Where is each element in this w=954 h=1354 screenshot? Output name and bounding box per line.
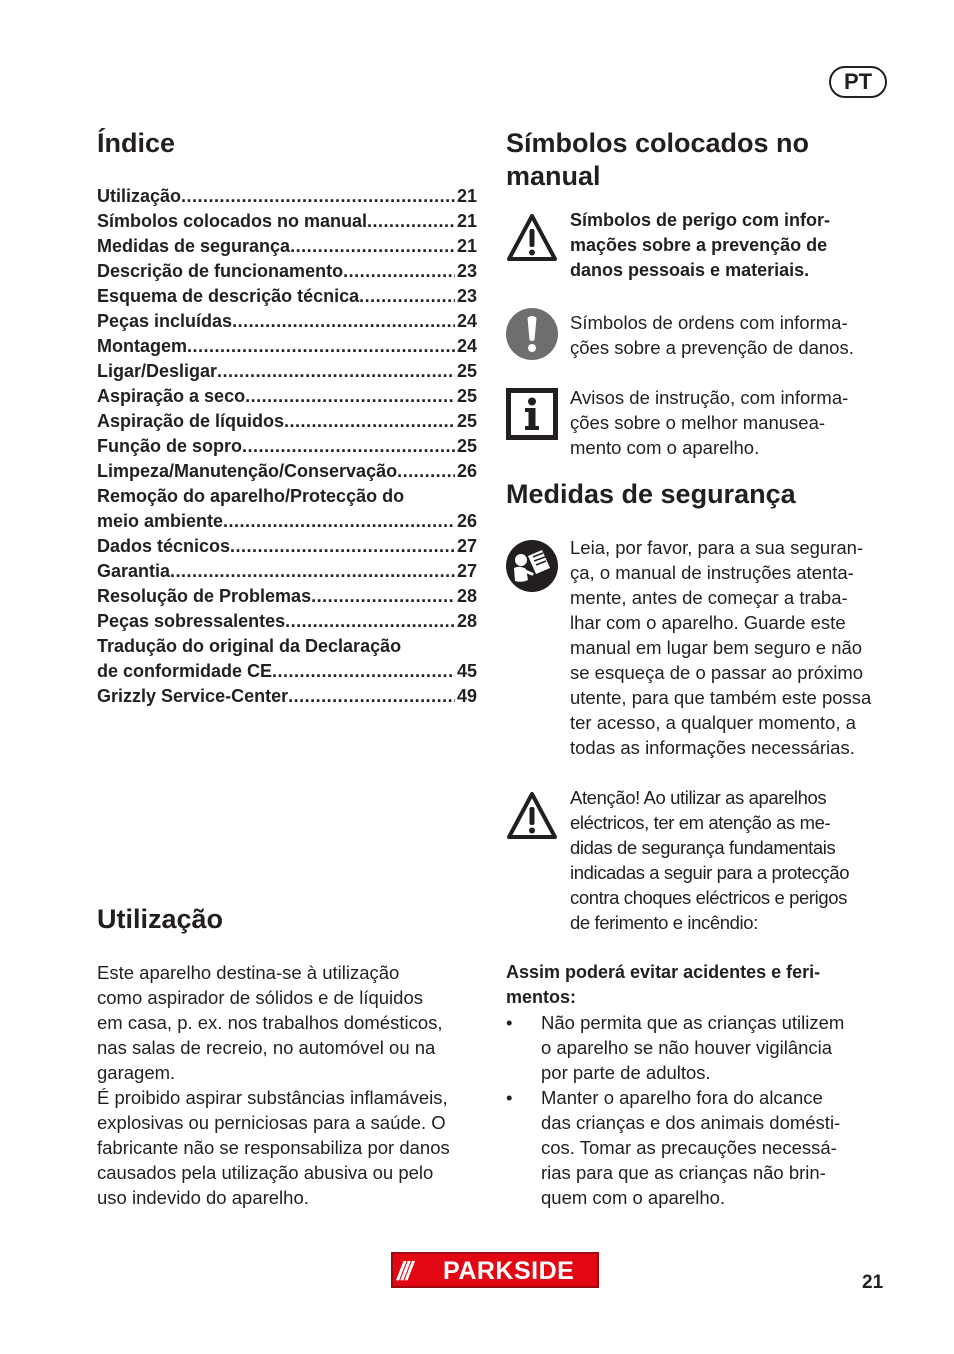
warning-triangle-icon xyxy=(506,212,558,264)
toc-entry[interactable]: meio ambiente ..... 26 xyxy=(97,509,477,534)
toc-entry[interactable]: de conformidade CE ..... 45 xyxy=(97,659,477,684)
avoid-accidents-heading: Assim poderá evitar acidentes e feri- mentos: xyxy=(506,962,821,1007)
symbol-desc-danger: Símbolos de perigo com infor- mações sobre a prevenção de danos pessoais e materiais. xyxy=(570,210,831,280)
safety-title: Medidas de segurança xyxy=(506,479,796,509)
safety-bullet-list xyxy=(506,1010,896,1210)
table-of-contents xyxy=(97,184,477,709)
info-box-icon xyxy=(506,388,558,440)
list-item: • Manter o aparelho fora do alcance das crianças e dos animais domésti- cos. Tomar as precauções necessá- rias para que as crianças não brin- quem com o aparelho. xyxy=(506,1085,896,1210)
toc-entry[interactable]: Garantia ..... 27 xyxy=(97,559,477,584)
symbol-desc-instructions: Avisos de instrução, com informa- ções sobre o melhor manusea- mento com o aparelho. xyxy=(570,387,849,458)
warning-triangle-icon xyxy=(506,790,558,842)
toc-entry-line1[interactable]: Tradução do original da Declaração xyxy=(97,636,402,656)
utilizacao-body xyxy=(97,960,487,1210)
toc-entry[interactable]: Limpeza/Manutenção/Conservação ..... 26 xyxy=(97,459,477,484)
toc-entry[interactable]: Aspiração a seco ..... 25 xyxy=(97,384,477,409)
toc-entry[interactable]: Dados técnicos ..... 27 xyxy=(97,534,477,559)
page-number: 21 xyxy=(862,1272,884,1293)
read-manual-text: Leia, por favor, para a sua seguran- ça, o manual de instruções atenta- mente, antes de começar a traba- lhar com o aparelho. Guarde este manual em lugar bem seguro e não se esqueça de o passar ao próximo utente, para que também este possa ter acesso, a qualquer momento, a todas as informações necessárias. xyxy=(570,537,872,758)
toc-entry[interactable]: Medidas de segurança ..... 21 xyxy=(97,234,477,259)
body-line: garagem. xyxy=(97,1062,176,1083)
symbol-desc-orders: Símbolos de ordens com informa- ções sobre a prevenção de danos. xyxy=(570,312,854,358)
index-title: Índice xyxy=(97,128,176,158)
symbols-title: Símbolos colocados no manual xyxy=(506,128,810,191)
body-line: em casa, p. ex. nos trabalhos domésticos, xyxy=(97,1012,443,1033)
toc-entry[interactable]: Aspiração de líquidos ..... 25 xyxy=(97,409,477,434)
toc-entry[interactable]: Símbolos colocados no manual ..... 21 xyxy=(97,209,477,234)
toc-entry[interactable]: Resolução de Problemas ..... 28 xyxy=(97,584,477,609)
body-line: É proibido aspirar substâncias inflamáveis, xyxy=(97,1087,448,1108)
body-line: Este aparelho destina-se à utilização xyxy=(97,962,400,983)
body-line: uso indevido do aparelho. xyxy=(97,1187,309,1208)
attention-text: Atenção! Ao utilizar as aparelhos eléctricos, ter em atenção as me- didas de segurança fundamentais indicadas a seguir para a protecção contra choques eléctricos e perigos de ferimento e incêndio: xyxy=(570,787,850,933)
utilizacao-title: Utilização xyxy=(97,904,224,934)
toc-entry[interactable]: Utilização ..... 21 xyxy=(97,184,477,209)
body-line: explosivas ou perniciosas para a saúde. O xyxy=(97,1112,446,1133)
body-line: nas salas de recreio, no automóvel ou na xyxy=(97,1037,436,1058)
toc-entry[interactable]: Esquema de descrição técnica ..... 23 xyxy=(97,284,477,309)
toc-entry[interactable]: Peças sobressalentes ..... 28 xyxy=(97,609,477,634)
body-line: causados pela utilização abusiva ou pelo xyxy=(97,1162,434,1183)
read-manual-icon xyxy=(506,540,558,592)
toc-entry-line1[interactable]: Remoção do aparelho/Protecção do xyxy=(97,486,405,506)
body-line: fabricante não se responsabiliza por danos xyxy=(97,1137,450,1158)
list-item: • Não permita que as crianças utilizem o aparelho se não houver vigilância por parte de adultos. xyxy=(506,1010,896,1085)
parkside-logo: /// PARKSIDE xyxy=(391,1252,599,1288)
toc-entry[interactable]: Ligar/Desligar ..... 25 xyxy=(97,359,477,384)
toc-entry[interactable]: Peças incluídas ..... 24 xyxy=(97,309,477,334)
toc-entry[interactable]: Função de sopro ..... 25 xyxy=(97,434,477,459)
language-badge: PT xyxy=(829,66,887,98)
toc-entry[interactable]: Grizzly Service-Center ..... 49 xyxy=(97,684,477,709)
body-line: como aspirador de sólidos e de líquidos xyxy=(97,987,423,1008)
toc-entry[interactable]: Descrição de funcionamento ..... 23 xyxy=(97,259,477,284)
exclamation-circle-icon xyxy=(506,308,558,360)
toc-entry[interactable]: Montagem ..... 24 xyxy=(97,334,477,359)
